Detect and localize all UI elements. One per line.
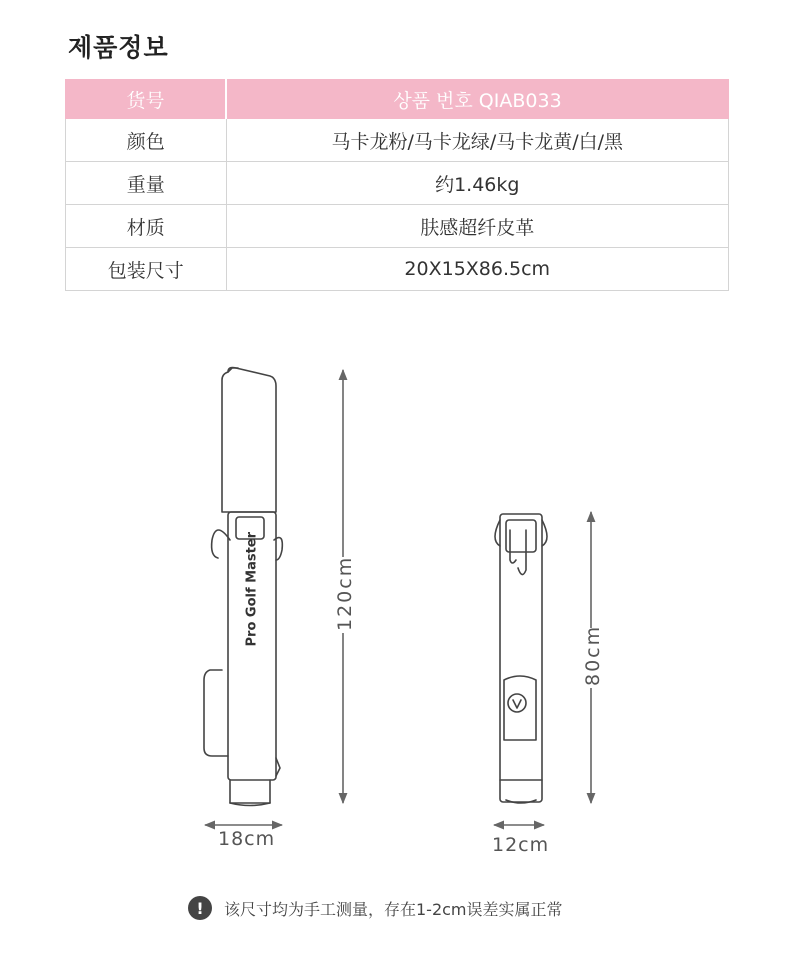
width-label-small: 12cm bbox=[492, 834, 550, 856]
bag-brand-text: Pro Golf Master bbox=[244, 531, 260, 647]
exclamation-icon: ! bbox=[188, 896, 212, 920]
height-label-small: 80cm bbox=[578, 628, 608, 688]
spec-table-header bbox=[66, 80, 729, 119]
page-title: 제품정보 bbox=[68, 33, 169, 62]
spec-key: 货号 bbox=[66, 80, 227, 119]
spec-key: 颜色 bbox=[66, 119, 227, 162]
spec-value: 约1.46kg bbox=[226, 162, 729, 205]
large-golf-bag-illustration bbox=[204, 368, 282, 806]
spec-key: 包装尺寸 bbox=[66, 248, 227, 291]
table-row bbox=[66, 162, 729, 205]
spec-table bbox=[65, 79, 729, 291]
spec-key: 材质 bbox=[66, 205, 227, 248]
spec-key: 重量 bbox=[66, 162, 227, 205]
small-golf-bag-illustration bbox=[495, 514, 547, 803]
table-row bbox=[66, 119, 729, 162]
table-row bbox=[66, 248, 729, 291]
spec-value: 马卡龙粉/马卡龙绿/马卡龙黄/白/黑 bbox=[226, 119, 729, 162]
spec-value: 상품 번호 QIAB033 bbox=[226, 80, 729, 119]
spec-value: 肤感超纤皮革 bbox=[226, 205, 729, 248]
height-label-large: 120cm bbox=[330, 557, 360, 633]
table-row bbox=[66, 205, 729, 248]
spec-value: 20X15X86.5cm bbox=[226, 248, 729, 291]
note-text: 该尺寸均为手工测量，存在1-2cm误差实属正常 bbox=[224, 899, 563, 919]
measurement-note bbox=[188, 896, 563, 920]
width-label-large: 18cm bbox=[218, 828, 276, 850]
